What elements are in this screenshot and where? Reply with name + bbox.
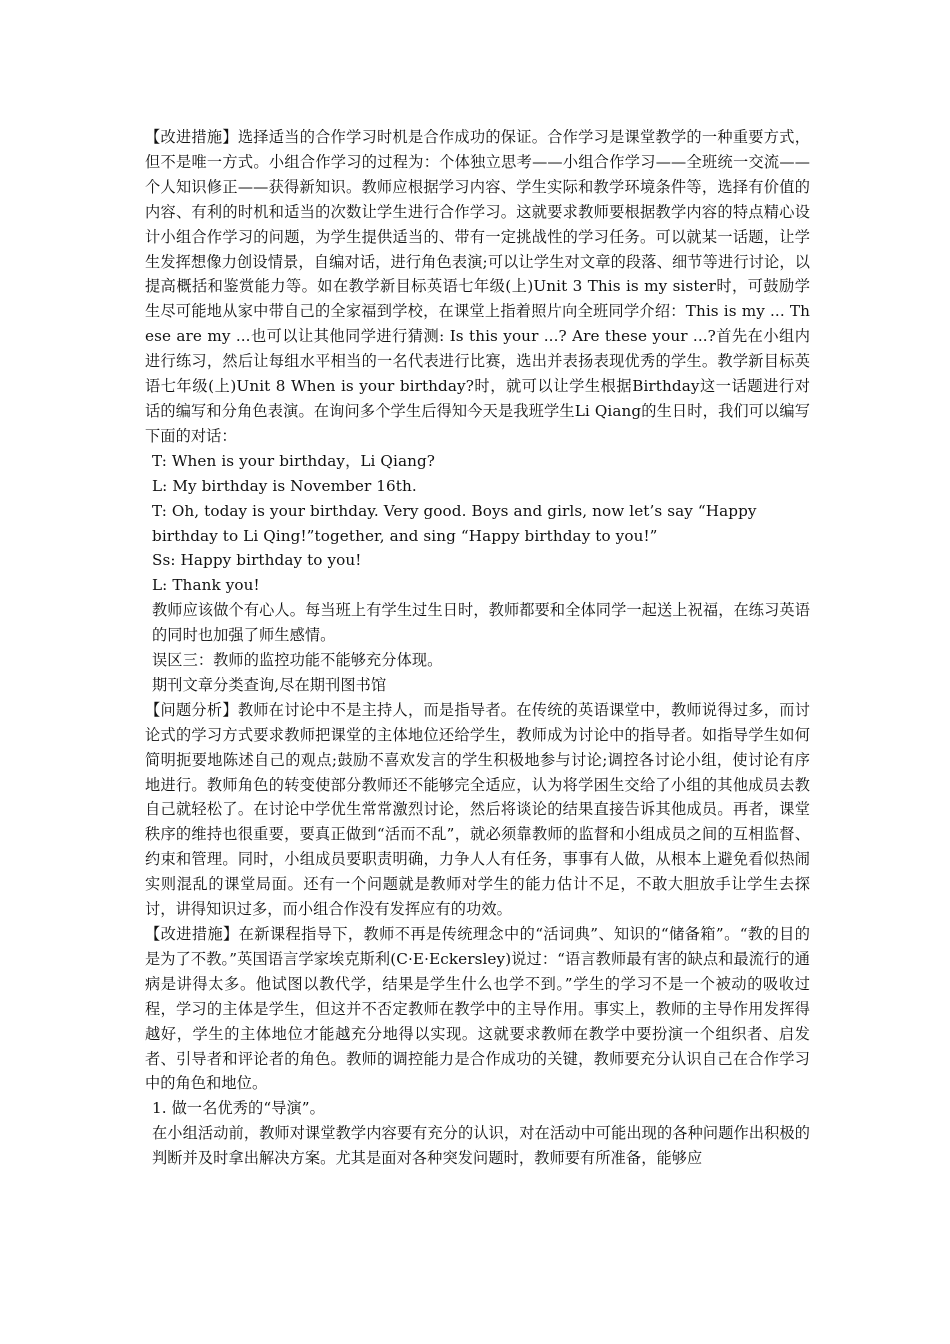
paragraph-improvement-measures-1: 【改进措施】选择适当的合作学习时机是合作成功的保证。合作学习是课堂教学的一种重要方式，但不是唯一方式。小组合作学习的过程为：个体独立思考——小组合作学习——全班统一交流——个人知识修正——获得新知识。教师应根据学习内容、学生实际和教学环境条件等，选择有价值的内容、有利的时机和适当的次数让学生进行合作学习。这就要求教师要根据教学内容的特点精心设计小组合作学习的问题，为学生提供适当的、带有一定挑战性的学习任务。可以就某一话题，让学生发挥想像力创设情景，自编对话，进行角色表演;可以让学生对文章的段落、细节等进行讨论，以提高概括和鉴赏能力等。如在教学新目标英语七年级(上)Unit 3 This is my sister时，可鼓励学生尽可能地从家中带自己的全家福到学校，在课堂上指着照片向全班同学介绍：This is my ... These are my ...也可以让其他同学进行猜测: Is this your ...? Are these your ...?首先在小组内进行练习，然后让每组水平相当的一名代表进行比赛，选出并表扬表现优秀的学生。教学新目标英语七年级(上)Unit 8 When is your birthday?时，就可以让学生根据Birthday这一话题进行对话的编写和分角色表演。在询问多个学生后得知今天是我班学生Li Qiang的生日时，我们可以编写下面的对话： [145,128,810,445]
section-heading-misconception-three: 误区三：教师的监控功能不能够充分体现。 [152,651,443,670]
dialogue-line-teacher-2: T: Oh, today is your birthday. Very good. Boys and girls, now let’s say “Happy birthday to Li Qing!”together, and sing “Happy birthday to you!” [152,501,757,545]
document-page [145,125,810,1171]
paragraph-teacher-attentive: 教师应该做个有心人。每当班上有学生过生日时，教师都要和全体同学一起送上祝福，在练习英语的同时也加强了师生感情。 [152,601,810,645]
journal-note: 期刊文章分类查询,尽在期刊图书馆 [152,675,387,694]
dialogue-line-student-1: L: My birthday is November 16th. [152,476,417,495]
paragraph-problem-analysis: 【问题分析】教师在讨论中不是主持人，而是指导者。在传统的英语课堂中，教师说得过多，而讨论式的学习方式要求教师把课堂的主体地位还给学生，教师成为讨论中的指导者。如指导学生如何简明扼要地陈述自己的观点;鼓励不喜欢发言的学生积极地参与讨论;调控各讨论小组，使讨论有序地进行。教师角色的转变使部分教师还不能够完全适应，认为将学困生交给了小组的其他成员去教自己就轻松了。在讨论中学优生常常激烈讨论，然后将谈论的结果直接告诉其他成员。再者，课堂秩序的维持也很重要，要真正做到“活而不乱”，就必须靠教师的监督和小组成员之间的互相监督、约束和管理。同时，小组成员要职责明确，力争人人有任务，事事有人做，从根本上避免看似热闹实则混乱的课堂局面。还有一个问题就是教师对学生的能力估计不足，不敢大胆放手让学生去探讨，讲得知识过多，而小组合作没有发挥应有的功效。 [145,700,810,919]
dialogue-line-teacher-1: T: When is your birthday，Li Qiang? [152,451,436,470]
paragraph-before-group-activity: 在小组活动前，教师对课堂教学内容要有充分的认识，对在活动中可能出现的各种问题作出积极的判断并及时拿出解决方案。尤其是面对各种突发问题时，教师要有所准备，能够应 [152,1124,810,1168]
dialogue-line-students: Ss: Happy birthday to you! [152,551,362,570]
paragraph-improvement-measures-2: 【改进措施】在新课程指导下，教师不再是传统理念中的“活词典”、知识的“储备箱”。“教的目的是为了不教。”英国语言学家埃克斯利(C·E·Eckersley)说过：“语言教师最有害的缺点和最流行的通病是讲得太多。他试图以教代学，结果是学生什么也学不到。”学生的学习不是一个被动的吸收过程，学习的主体是学生，但这并不否定教师在教学中的主导作用。事实上，教师的主导作用发挥得越好，学生的主体地位才能越充分地得以实现。这就要求教师在教学中要扮演一个组织者、启发者、引导者和评论者的角色。教师的调控能力是合作成功的关键，教师要充分认识自己在合作学习中的角色和地位。 [145,925,810,1093]
subheading-director: 1. 做一名优秀的“导演”。 [152,1099,325,1118]
dialogue-line-student-2: L: Thank you! [152,576,260,595]
